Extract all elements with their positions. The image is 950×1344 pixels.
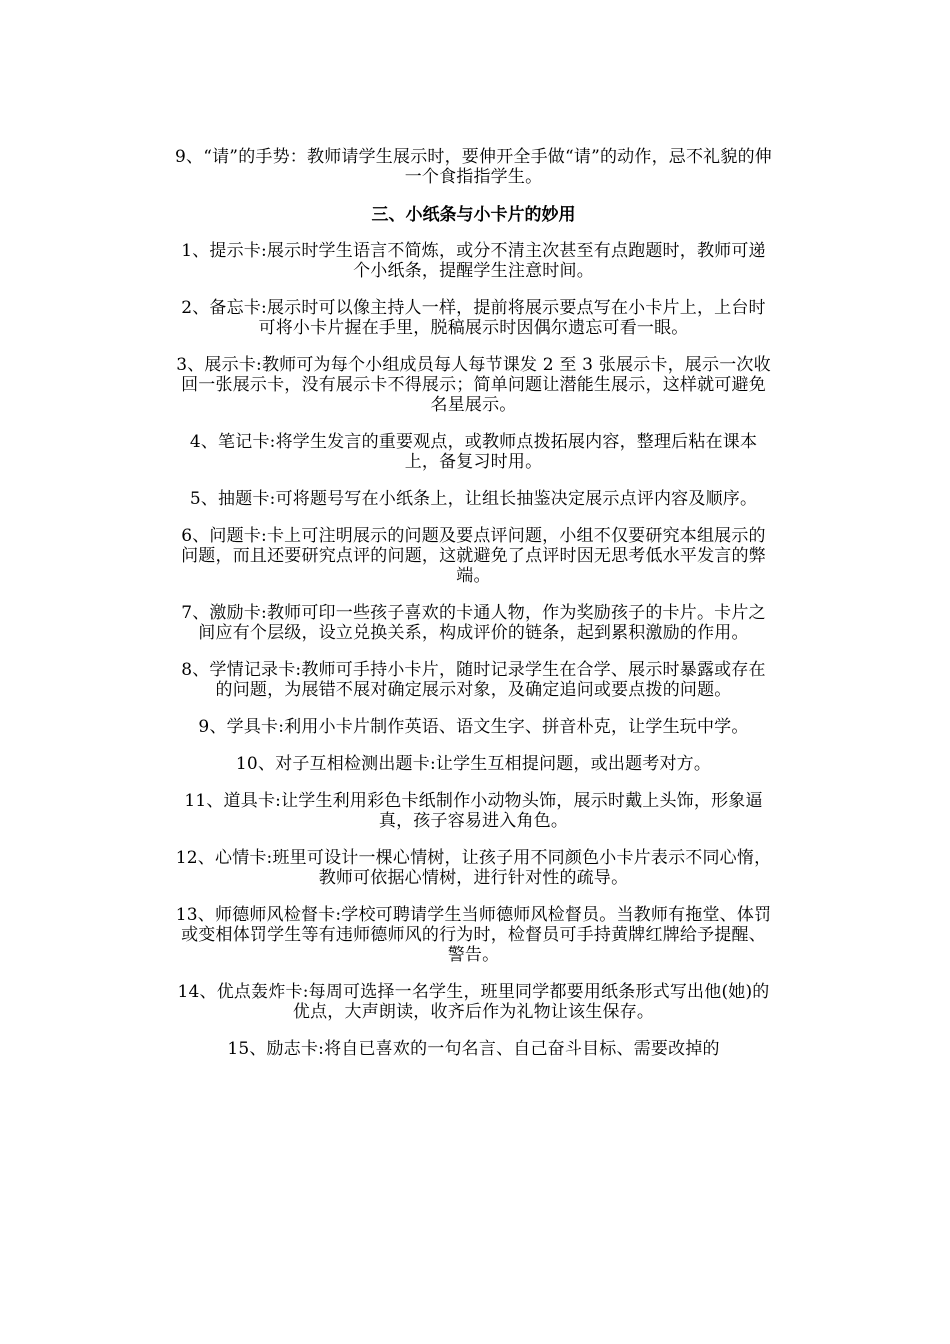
list-item-7: 7、激励卡:教师可印一些孩子喜欢的卡通人物，作为奖励孩子的卡片。卡片之间应有个层级，设立兑换关系，构成评价的链条，起到累积激励的作用。 bbox=[181, 603, 766, 643]
list-item-11: 11、道具卡:让学生利用彩色卡纸制作小动物头饰，展示时戴上头饰，形象逼真，孩子容易进入角色。 bbox=[184, 791, 763, 831]
document-body bbox=[175, 147, 772, 1059]
section-heading: 三、小纸条与小卡片的妙用 bbox=[371, 205, 576, 225]
list-item-12: 12、心情卡:班里可设计一棵心情树，让孩子用不同颜色小卡片表示不同心惰，教师可依据心情树，进行针对性的疏导。 bbox=[175, 848, 772, 888]
list-item-2: 2、备忘卡:展示时可以像主持人一样，提前将展示要点写在小卡片上，上台时可将小卡片握在手里，脱稿展示时因偶尔遗忘可看一眼。 bbox=[181, 298, 766, 338]
list-item-3: 3、展示卡:教师可为每个小组成员每人每节课发 2 至 3 张展示卡，展示一次收回一张展示卡，没有展示卡不得展示；简单问题让潜能生展示，这样就可避免名星展示。 bbox=[176, 355, 771, 415]
list-item-15: 15、励志卡:将自已喜欢的一句名言、自己奋斗目标、需要改掉的 bbox=[227, 1039, 720, 1059]
list-item-9: 9、学具卡:利用小卡片制作英语、语文生字、拼音朴克，让学生玩中学。 bbox=[198, 717, 749, 737]
list-item-13: 13、师德师风检督卡:学校可聘请学生当师德师风检督员。当教师有拖堂、体罚或变相体罚学生等有违师德师风的行为时，检督员可手持黄牌红牌给予提醒、警告。 bbox=[175, 905, 772, 965]
list-item-14: 14、优点轰炸卡:每周可选择一名学生，班里同学都要用纸条形式写出他(她)的优点，大声朗读，收齐后作为礼物让该生保存。 bbox=[177, 982, 770, 1022]
list-item-6: 6、问题卡:卡上可注明展示的问题及要点评问题，小组不仅要研究本组展示的问题，而且还要研究点评的问题，这就避免了点评时因无思考低水平发言的弊端。 bbox=[181, 526, 766, 586]
list-item-8: 8、学情记录卡:教师可手持小卡片，随时记录学生在合学、展示时暴露或存在的问题，为展错不展对确定展示对象，及确定追问或要点拨的问题。 bbox=[181, 660, 766, 700]
list-item-4: 4、笔记卡:将学生发言的重要观点，或教师点拨拓展内容，整理后粘在课本上，备复习时用。 bbox=[189, 432, 758, 472]
list-item-1: 1、提示卡:展示时学生语言不简炼，或分不清主次甚至有点跑题时，教师可递个小纸条，提醒学生注意时间。 bbox=[181, 241, 766, 281]
intro-item: 9、“请”的手势：教师请学生展示时，要伸开全手做“请”的动作，忌不礼貌的伸一个食指指学生。 bbox=[175, 147, 772, 187]
list-item-10: 10、对子互相检测出题卡:让学生互相提问题，或出题考对方。 bbox=[235, 754, 712, 774]
list-item-5: 5、抽题卡:可将题号写在小纸条上，让组长抽鉴决定展示点评内容及顺序。 bbox=[189, 489, 758, 509]
